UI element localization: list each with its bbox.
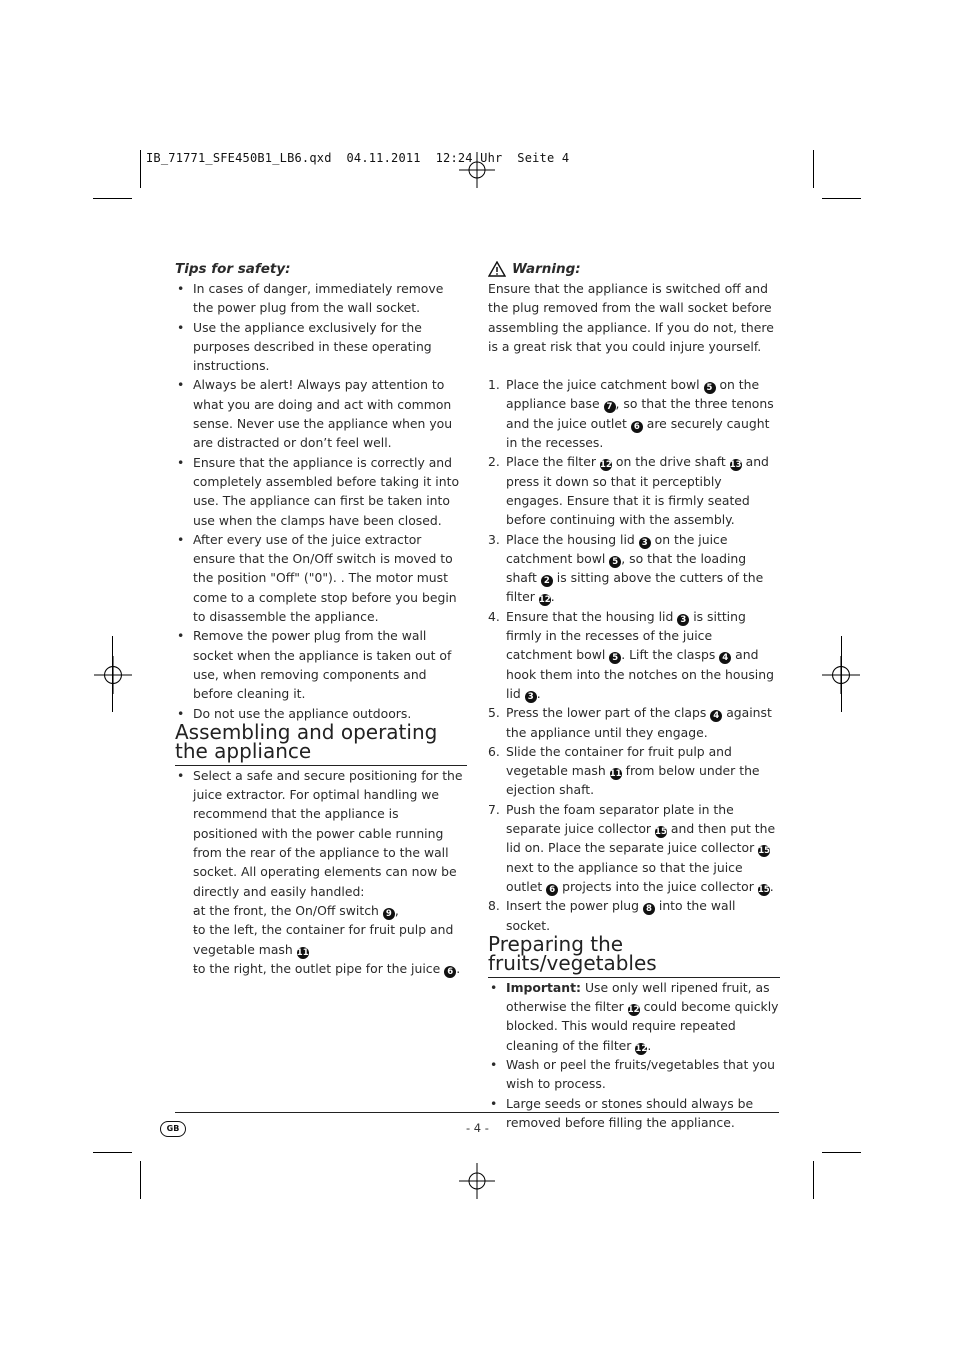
- text-fragment: Place the filter: [506, 454, 600, 470]
- text-fragment: .: [550, 589, 555, 605]
- crop-mark: [822, 1152, 861, 1153]
- list-item: • Large seeds or stones should always be removed before filling the appliance.: [488, 1094, 780, 1133]
- text-fragment: on the appliance base: [506, 377, 760, 412]
- section-title-preparing: Preparing the fruits/vegetables: [488, 935, 780, 978]
- text-fragment: on the juice catchment bowl: [506, 531, 728, 566]
- reference-number-badge: 4: [719, 652, 731, 664]
- reference-number-badge: 8: [643, 903, 655, 915]
- step-number: 2.: [488, 454, 500, 470]
- warning-heading: [488, 259, 780, 279]
- text-fragment: are securely caught in the recesses.: [506, 415, 770, 451]
- reference-number-badge: 12: [600, 460, 612, 471]
- header-time: 12:24 Uhr: [435, 151, 503, 165]
- crop-mark: [841, 636, 842, 712]
- sub-item-punct: ,: [394, 902, 399, 918]
- list-item: • Wash or peel the fruits/vegetables that you wish to process.: [488, 1055, 780, 1094]
- text-fragment: is sitting above the cutters of the filter: [506, 570, 764, 605]
- list-item: [175, 766, 467, 978]
- step-number: 6.: [488, 743, 500, 759]
- reference-number-badge: 5: [704, 382, 716, 394]
- reference-number-badge: 5: [609, 556, 621, 568]
- text-fragment: Ensure that the housing lid: [506, 608, 678, 624]
- reference-number-badge: 15: [655, 827, 667, 838]
- crop-mark: [140, 150, 141, 188]
- tips-title: Tips for safety:: [175, 261, 291, 277]
- step-number: 4.: [488, 608, 500, 624]
- text-fragment: and press it down so that it perceptibly engages. Ensure that it is firmly seated before continuing with the assembly.: [506, 454, 769, 528]
- step-number: 7.: [488, 801, 500, 817]
- reference-number-badge: 4: [710, 710, 722, 722]
- crop-mark: [112, 636, 113, 712]
- right-column: [488, 259, 780, 1132]
- crop-mark: [93, 1152, 132, 1153]
- registration-mark-icon: [459, 1163, 495, 1199]
- list-item: • In cases of danger, immediately remove the power plug from the wall socket.: [175, 279, 467, 318]
- warning-title: Warning:: [512, 261, 581, 277]
- reference-number-badge: 9: [383, 908, 395, 920]
- text-fragment: .: [769, 878, 774, 894]
- list-item: • After every use of the juice extractor ensure that the On/Off switch is moved to the position "Off" ("0"). . The motor must come to a complete stop before you begin to disassemble the appliance.: [175, 530, 467, 626]
- reference-number-badge: 6: [546, 884, 558, 896]
- step-number: 1.: [488, 377, 500, 393]
- text-fragment: from below under the ejection shaft.: [506, 763, 760, 798]
- step-item: [488, 375, 780, 452]
- crop-mark: [140, 1161, 141, 1199]
- print-job-header: [146, 151, 569, 165]
- reference-number-badge: 5: [609, 652, 621, 664]
- reference-number-badge: 11: [296, 947, 309, 958]
- step-item: [488, 800, 780, 896]
- text-fragment: . Lift the clasps: [621, 647, 720, 663]
- list-item: [488, 978, 780, 1055]
- text-fragment: , so that the three tenons and the juice outlet: [506, 396, 774, 431]
- text-fragment: .: [647, 1037, 652, 1053]
- registration-mark-icon: [459, 152, 495, 188]
- reference-number-badge: 6: [631, 421, 643, 433]
- reference-number-badge: 3: [677, 614, 689, 626]
- header-date: 04.11.2011: [346, 151, 421, 165]
- text-fragment: , so that the loading shaft: [506, 550, 747, 586]
- sub-item-text: at the front, the On/Off switch: [193, 902, 379, 918]
- text-fragment: Place the juice catchment bowl: [506, 377, 704, 393]
- left-column: [175, 259, 467, 978]
- reference-number-badge: 3: [639, 537, 651, 549]
- text-fragment: projects into the juice collector: [558, 878, 758, 894]
- text-fragment: Press the lower part of the claps: [506, 705, 711, 721]
- list-item: • Do not use the appliance outdoors.: [175, 704, 467, 723]
- reference-number-badge: 15: [757, 884, 770, 895]
- list-item: • Use the appliance exclusively for the purposes described in these operating instructions.: [175, 318, 467, 376]
- section-title-assembling: Assembling and operating the appliance: [175, 723, 467, 766]
- text-fragment: .: [536, 685, 541, 701]
- text-fragment: Insert the power plug: [506, 898, 643, 914]
- footer-rule: [175, 1112, 779, 1113]
- text-fragment: is sitting firmly in the recesses of the juice catchment bowl: [506, 608, 746, 663]
- reference-number-badge: 15: [758, 846, 771, 857]
- step-item: [488, 703, 780, 742]
- language-badge: GB: [160, 1121, 186, 1137]
- page-number: - 4 -: [466, 1121, 489, 1135]
- warning-text: Ensure that the appliance is switched off and the plug removed from the wall socket before assembling the appliance. If you do not, there is a great risk that you could injure yourself.: [488, 281, 774, 354]
- operating-elements-list: [175, 901, 467, 978]
- step-number: 8.: [488, 898, 500, 914]
- reference-number-badge: 3: [525, 691, 537, 703]
- step-item: [488, 452, 780, 529]
- crop-mark: [813, 1161, 814, 1199]
- text-fragment: on the drive shaft: [611, 454, 730, 470]
- reference-number-badge: 2: [541, 575, 553, 587]
- text-fragment: Place the housing lid: [506, 531, 639, 547]
- text-fragment: Push the foam separator plate in the separate juice collector: [506, 801, 734, 837]
- assemble-list: [175, 766, 467, 978]
- text-fragment: Use only well ripened fruit, as otherwise the filter: [506, 979, 770, 1015]
- crop-mark: [813, 150, 814, 188]
- step-item: [488, 607, 780, 703]
- list-item: [175, 901, 467, 920]
- step-item: [488, 530, 780, 607]
- sub-item-text: to the right, the outlet pipe for the juice: [193, 960, 441, 976]
- tips-list: [175, 279, 467, 723]
- header-file: IB_71771_SFE450B1_LB6.qxd: [146, 151, 332, 165]
- assembly-steps-list: [488, 375, 780, 935]
- text-fragment: against the appliance until they engage.: [506, 705, 772, 740]
- crop-mark: [822, 198, 861, 199]
- reference-number-badge: 12: [635, 1043, 648, 1054]
- list-item: [175, 920, 467, 959]
- header-page: Seite 4: [517, 151, 570, 165]
- text-fragment: into the wall socket.: [506, 898, 736, 933]
- text-fragment: next to the appliance so that the juice outlet: [506, 859, 743, 894]
- crop-mark: [93, 198, 132, 199]
- text-fragment: and hook them into the notches on the housing lid: [506, 647, 774, 701]
- text-fragment: and then put the lid on. Place the separate juice collector: [506, 821, 776, 856]
- reference-number-badge: 7: [604, 401, 616, 413]
- reference-number-badge: 12: [627, 1005, 640, 1016]
- list-item: • Always be alert! Always pay attention to what you are doing and act with common sense. Never use the appliance when you are distracted or don’t feel well.: [175, 375, 467, 452]
- sub-item-punct: .: [456, 960, 461, 976]
- list-item: • Ensure that the appliance is correctly and completely assembled before taking it into use. The appliance can first be taken into use when the clamps have been closed.: [175, 453, 467, 530]
- sub-item-text: to the left, the container for fruit pulp and vegetable mash: [193, 922, 454, 957]
- assemble-intro: Select a safe and secure positioning for the juice extractor. For optimal handling we recommend that the appliance is positioned with the power cable running from the rear of the appliance to the wall socket. All operating elements can now be directly and easily handled:: [193, 767, 463, 899]
- reference-number-badge: 11: [609, 769, 622, 780]
- reference-number-badge: 13: [729, 460, 742, 471]
- step-number: 3.: [488, 531, 500, 547]
- important-label: Important:: [506, 979, 581, 995]
- warning-triangle-icon: [488, 261, 506, 277]
- text-fragment: Slide the container for fruit pulp and vegetable mash: [506, 743, 732, 779]
- step-item: [488, 896, 780, 935]
- registration-mark-icon: [94, 656, 132, 694]
- step-number: 5.: [488, 705, 500, 721]
- reference-number-badge: 12: [538, 595, 551, 606]
- step-item: [488, 742, 780, 800]
- preparing-list: [488, 978, 780, 1132]
- text-fragment: could become quickly blocked. This would require repeated cleaning of the filter: [506, 999, 779, 1053]
- list-item: • Remove the power plug from the wall socket when the appliance is taken out of use, when removing components and before cleaning it.: [175, 626, 467, 703]
- list-item: [175, 959, 467, 978]
- reference-number-badge: 6: [444, 966, 456, 978]
